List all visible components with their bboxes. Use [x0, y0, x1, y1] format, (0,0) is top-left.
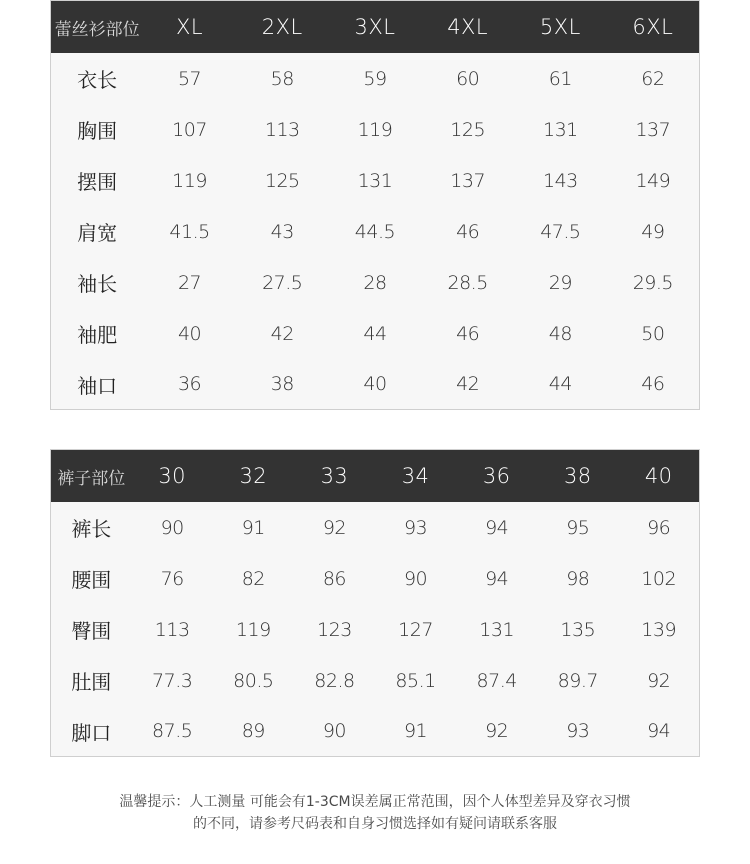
measurement-cell: 137 [635, 118, 671, 141]
measurement-cell: 90 [160, 516, 184, 539]
pants-size-table [50, 449, 700, 757]
row-label: 胸围 [77, 119, 118, 143]
size-header: 40 [644, 464, 673, 488]
measurement-cell: 102 [641, 567, 677, 590]
measurement-cell: 44.5 [354, 220, 396, 243]
row-label: 摆围 [77, 170, 118, 194]
measurement-cell: 27 [177, 271, 202, 294]
measurement-cell: 123 [317, 618, 352, 641]
measurement-cell: 48 [548, 322, 572, 345]
table-row [51, 206, 700, 257]
measurement-cell: 93 [566, 720, 590, 742]
measurement-cell: 93 [403, 516, 428, 539]
size-header: 6XL [632, 15, 674, 39]
measurement-cell: 87.5 [152, 720, 193, 742]
measurement-cell: 113 [264, 118, 300, 141]
measurement-cell: 94 [485, 516, 509, 539]
corner-label: 裤子部位 [57, 468, 126, 489]
footer-note-line2: 的不同，请参考尺码表和自身习惯选择如有疑问请联系客服 [193, 816, 557, 832]
measurement-cell: 127 [398, 618, 433, 641]
measurement-cell: 87.4 [476, 669, 517, 692]
measurement-cell: 113 [154, 618, 190, 641]
table-row [51, 502, 700, 553]
measurement-cell: 149 [635, 169, 671, 192]
row-label: 腰围 [71, 568, 112, 592]
table-row [51, 359, 700, 410]
row-label: 袖肥 [77, 323, 118, 347]
table-row [51, 553, 700, 604]
row-label: 衣长 [77, 68, 118, 92]
measurement-cell: 92 [647, 669, 671, 692]
measurement-cell: 38 [270, 373, 294, 395]
measurement-cell: 86 [322, 567, 347, 590]
measurement-cell: 107 [172, 118, 207, 141]
measurement-cell: 46 [641, 373, 665, 395]
measurement-cell: 28.5 [447, 271, 488, 294]
measurement-cell: 49 [641, 220, 665, 243]
measurement-cell: 89.7 [557, 669, 598, 692]
table-row [51, 655, 700, 706]
measurement-cell: 95 [566, 516, 590, 539]
measurement-cell: 137 [450, 169, 486, 192]
size-header: XL [176, 15, 204, 39]
size-header: 4XL [447, 15, 489, 39]
table-row [51, 706, 700, 757]
table-row [51, 104, 700, 155]
measurement-cell: 40 [363, 373, 387, 395]
measurement-cell: 50 [641, 322, 665, 345]
measurement-cell: 98 [566, 567, 590, 590]
measurement-cell: 41.5 [169, 220, 210, 243]
measurement-cell: 94 [485, 567, 509, 590]
measurement-cell: 43 [270, 220, 294, 243]
size-header: 3XL [354, 15, 396, 39]
size-header: 2XL [261, 15, 303, 39]
measurement-cell: 40 [177, 322, 202, 345]
measurement-cell: 125 [264, 169, 300, 192]
measurement-cell: 36 [177, 373, 202, 395]
size-header: 30 [158, 464, 187, 488]
measurement-cell: 46 [456, 322, 480, 345]
row-label: 肚围 [71, 670, 112, 694]
measurement-cell: 131 [357, 169, 393, 192]
table-row [51, 257, 700, 308]
row-label: 脚口 [71, 720, 112, 745]
size-header: 33 [320, 464, 349, 488]
measurement-cell: 77.3 [152, 669, 193, 692]
measurement-cell: 91 [241, 516, 265, 539]
measurement-cell: 119 [235, 618, 271, 641]
size-header: 5XL [539, 15, 581, 39]
measurement-cell: 60 [456, 67, 480, 90]
header-row [51, 450, 700, 503]
top-size-table [50, 0, 700, 410]
measurement-cell: 92 [485, 720, 509, 742]
measurement-cell: 61 [548, 67, 572, 90]
measurement-cell: 62 [641, 67, 665, 90]
header-row [51, 1, 700, 54]
row-label: 肩宽 [77, 221, 118, 245]
row-label: 袖长 [77, 272, 118, 296]
measurement-cell: 89 [241, 720, 265, 742]
corner-label: 蕾丝衫部位 [54, 19, 140, 40]
measurement-cell: 135 [560, 618, 596, 641]
pants-table-body [51, 502, 700, 757]
footer-note-line1: 温馨提示：人工测量 可能会有1-3CM误差属正常范围，因个人体型差异及穿衣习惯 [119, 794, 631, 810]
measurement-cell: 139 [641, 618, 677, 641]
measurement-cell: 125 [450, 118, 486, 141]
measurement-cell: 91 [403, 720, 428, 742]
measurement-cell: 42 [456, 373, 480, 395]
measurement-cell: 44 [548, 373, 572, 395]
measurement-cell: 94 [647, 720, 671, 742]
measurement-cell: 44 [363, 322, 387, 345]
measurement-cell: 47.5 [540, 220, 581, 243]
measurement-cell: 29 [548, 271, 572, 294]
measurement-cell: 96 [647, 516, 671, 539]
measurement-cell: 59 [363, 67, 387, 90]
table-row [51, 308, 700, 359]
measurement-cell: 92 [322, 516, 347, 539]
measurement-cell: 57 [177, 67, 202, 90]
table-row [51, 53, 700, 104]
measurement-cell: 119 [172, 169, 207, 192]
measurement-cell: 131 [542, 118, 578, 141]
measurement-cell: 58 [270, 67, 294, 90]
measurement-cell: 90 [403, 567, 428, 590]
table-row [51, 604, 700, 655]
measurement-cell: 46 [456, 220, 480, 243]
measurement-cell: 42 [270, 322, 294, 345]
measurement-cell: 76 [160, 567, 184, 590]
measurement-cell: 82 [241, 567, 265, 590]
measurement-cell: 85.1 [395, 669, 436, 692]
row-label: 臀围 [71, 619, 112, 643]
measurement-cell: 143 [542, 169, 578, 192]
top-table-body [51, 53, 700, 410]
size-header: 36 [482, 464, 511, 488]
measurement-cell: 131 [479, 618, 515, 641]
size-header: 34 [401, 464, 430, 488]
measurement-cell: 119 [357, 118, 393, 141]
size-header: 32 [239, 464, 268, 488]
measurement-cell: 82.8 [314, 669, 355, 692]
row-label: 裤长 [71, 517, 112, 541]
measurement-cell: 29.5 [632, 271, 674, 294]
measurement-cell: 28 [363, 271, 387, 294]
measurement-cell: 80.5 [233, 669, 274, 692]
measurement-cell: 90 [322, 720, 347, 742]
row-label: 袖口 [77, 373, 118, 398]
measurement-cell: 27.5 [262, 271, 303, 294]
size-header: 38 [563, 464, 592, 488]
table-row [51, 155, 700, 206]
